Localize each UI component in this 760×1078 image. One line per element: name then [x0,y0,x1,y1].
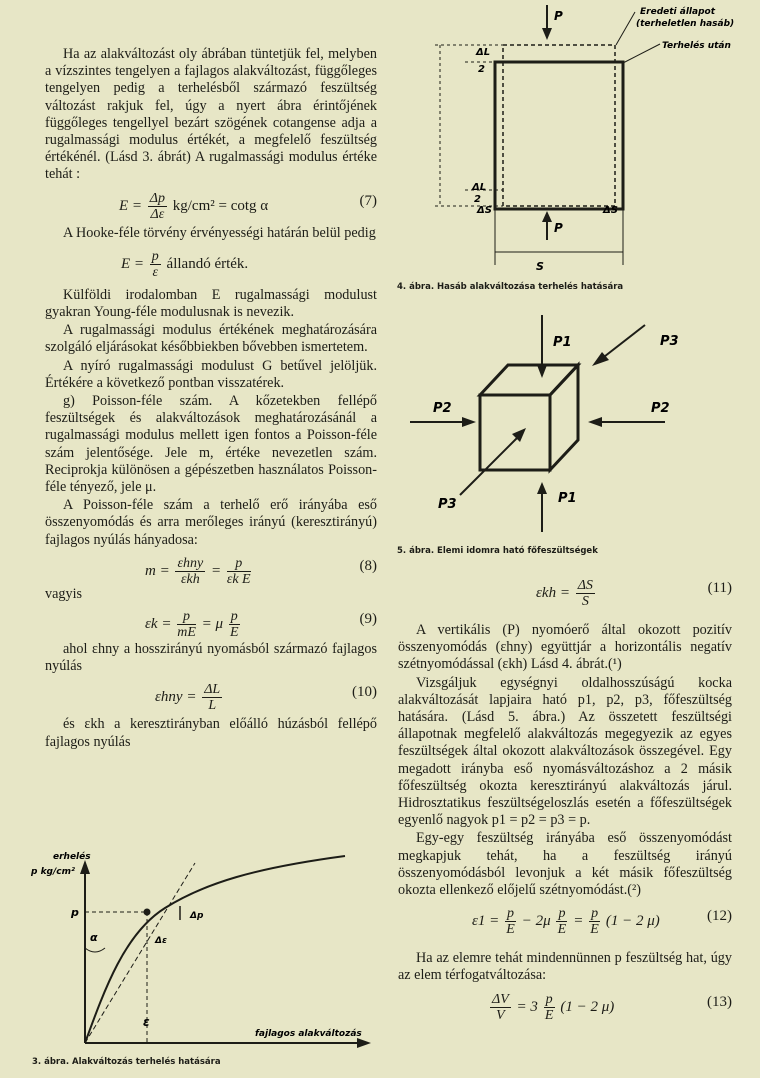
paragraph: Külföldi irodalomban E rugalmassági modulust gyakran Young-féle modulusnak is nevezik. [45,286,377,321]
equation-12: ε1 = $\frac{p}{E}$ − 2μ $\frac{p}{E}$ = $\frac{p}{E}$ (1 − 2 μ) (12) [472,906,732,938]
ds-left-label: ΔS [477,205,492,216]
paragraph: A Poisson-féle szám a terhelő erő irányába eső összenyomódás és arra merőleges irányú (keresztirányú) fajlagos nyúlás hányadosa: [45,497,377,548]
two-top-label: 2 [478,64,485,75]
original-state-label: Eredeti állapot [640,7,716,17]
deps-label: Δε [155,936,167,946]
p1-bottom-label: P1 [558,491,577,506]
y-axis-label-2: p kg/cm² [31,867,75,877]
two-bottom-label: 2 [474,194,481,205]
p1-top-label: P1 [553,335,572,350]
equation-9: εk = $\frac{p}{mE}$ = μ $\frac{p}{E}$ (9) [145,609,377,641]
paragraph: Egy-egy feszültség irányába eső összenyomódást megkapjuk tehát, ha a feszültség irányú összenyomódásból levonjuk a két másik főfeszültség okozta ellenkező előjelű szétnyomódást.(²) [398,830,732,899]
p3-bottom-label: P3 [438,497,457,512]
paragraph: A Hooke-féle törvény érvényességi határán belül pedig [63,224,376,241]
equation-8: m = $\frac{\text{εhny}}{\text{εkh}}$ = $\frac{p}{\text{εk E}}$ (8) [145,555,377,587]
equation-number: (9) [359,611,377,628]
figure-3-stress-strain-diagram [25,848,375,1048]
equation-number: (7) [359,192,377,209]
figure-5-cube-diagram [400,310,740,540]
dp-label: Δp [190,911,204,921]
paragraph: Ha az elemre tehát mindennünnen p feszültség hat, úgy az elem térfogatváltozása: [398,950,732,984]
paragraph: ahol εhny a hosszirányú nyomásból származó fajlagos nyúlás [45,641,377,675]
x-axis-label: fajlagos alakváltozás [255,1029,362,1039]
paragraph: és εkh a keresztirányban előálló húzásból fellépő fajlagos nyúlás [45,716,377,750]
paragraph: Ha az alakváltozást oly ábrában tüntetjük fel, melyben a vízszintes tengelyen a fajlagos alakváltozást, függőleges tengelyen pedig a terhelésből származó feszültség változást rakjuk fel, úgy a nyert ábra érintőjének függőleges tengellyel bezárt szögének cotangense adja a rugalmassági modulus értékét, a megfelelő feszültség értékénél. (Lásd 3. ábrát) A rugalmassági modulus értéke tehát : [45,46,377,183]
equation-13: $\frac{\Delta V}{V}$ = 3 $\frac{p}{E}$ (1 − 2 μ) (13) [492,991,732,1023]
equation-number: (8) [359,557,377,574]
equation-number: (12) [707,908,732,925]
p-top-label: P [554,9,563,23]
s-width-label: S [536,260,544,273]
after-loading-label: Terhelés után [662,41,731,51]
p2-right-label: P2 [651,401,670,416]
equation-number: (10) [352,684,377,701]
equation-7: E = $\frac{\Delta p}{\Delta\varepsilon}$ kg/cm² = cotg α (7) [119,190,377,222]
vagyis-label: vagyis [45,585,83,602]
paragraph: A rugalmassági modulus értékének meghatározására szolgáló eljárásokat későbbiekben bővebben ismertetem. [45,322,377,356]
p2-left-label: P2 [433,401,452,416]
right-column [398,572,732,1023]
figure-3-caption: 3. ábra. Alakváltozás terhelés hatására [32,1057,221,1067]
equation-10: εhny = $\frac{\Delta L}{L}$ (10) [155,682,377,714]
eps-tick-label: ε [143,1015,150,1029]
alpha-label: α [90,931,98,944]
equation-E: E = $\frac{p}{\varepsilon}$ állandó érték. [121,248,249,280]
y-axis-label-1: erhelés [53,852,91,862]
paragraph: g) Poisson-féle szám. A kőzetekben fellépő feszültségek és alakváltozások meghatározásánál a rugalmassági modulus mellett igen fontos a Poisson-féle szám jelentősége. Jele m, értéke nevezetlen szám. Reciprokja különösen a gépészetben használatos Poisson-féle tényező, jele μ. [45,393,377,496]
figure-5-caption: 5. ábra. Elemi idomra ható főfeszültségek [397,546,598,556]
paragraph: Vizsgáljuk egységnyi oldalhosszúságú kocka alakváltozását lapjaira ható p1, p2, p3, főfeszültség hatására. (Lásd 5. ábra.) Az összetett feszültségi állapotnak megfelelő alakváltozás megegyezik az egyes feszültségek által okozott alakváltozások összegével. Egy megadott irányba eső nyomásváltozáshoz a 2 másik főfeszültség okozta keresztirányú alakváltozás járul. Hidrosztatikus feszültségeloszlás esetén a főfeszültségek egyenlő nagyok p1 = p2 = p3 = p. [398,674,732,829]
dl-bottom-label: ΔL [472,182,487,193]
p3-top-label: P3 [660,334,679,349]
paragraph: A nyíró rugalmassági modulust G betűvel jelöljük. Értékére a következő pontban visszatérek. [45,357,377,391]
figure-4-prism-diagram [430,0,760,275]
left-column [45,46,377,752]
ds-right-label: ΔS [603,205,618,216]
equation-11: εkh = $\frac{\Delta S}{S}$ (11) [536,578,732,609]
p-bottom-label: P [554,221,563,235]
paragraph: A vertikális (P) nyomóerő által okozott pozitív összenyomódás (εhny) együttjár a horizontális negatív szétnyomódással (εkh) Lásd 4. ábrát.(¹) [398,622,732,673]
unloaded-label: (terheletlen hasáb) [636,19,735,29]
equation-number: (13) [707,993,732,1010]
equation-number: (11) [707,580,732,596]
dl-top-label: ΔL [476,47,491,58]
figure-4-caption: 4. ábra. Hasáb alakváltozása terhelés hatására [397,282,624,292]
p-tick-label: p [71,906,79,919]
